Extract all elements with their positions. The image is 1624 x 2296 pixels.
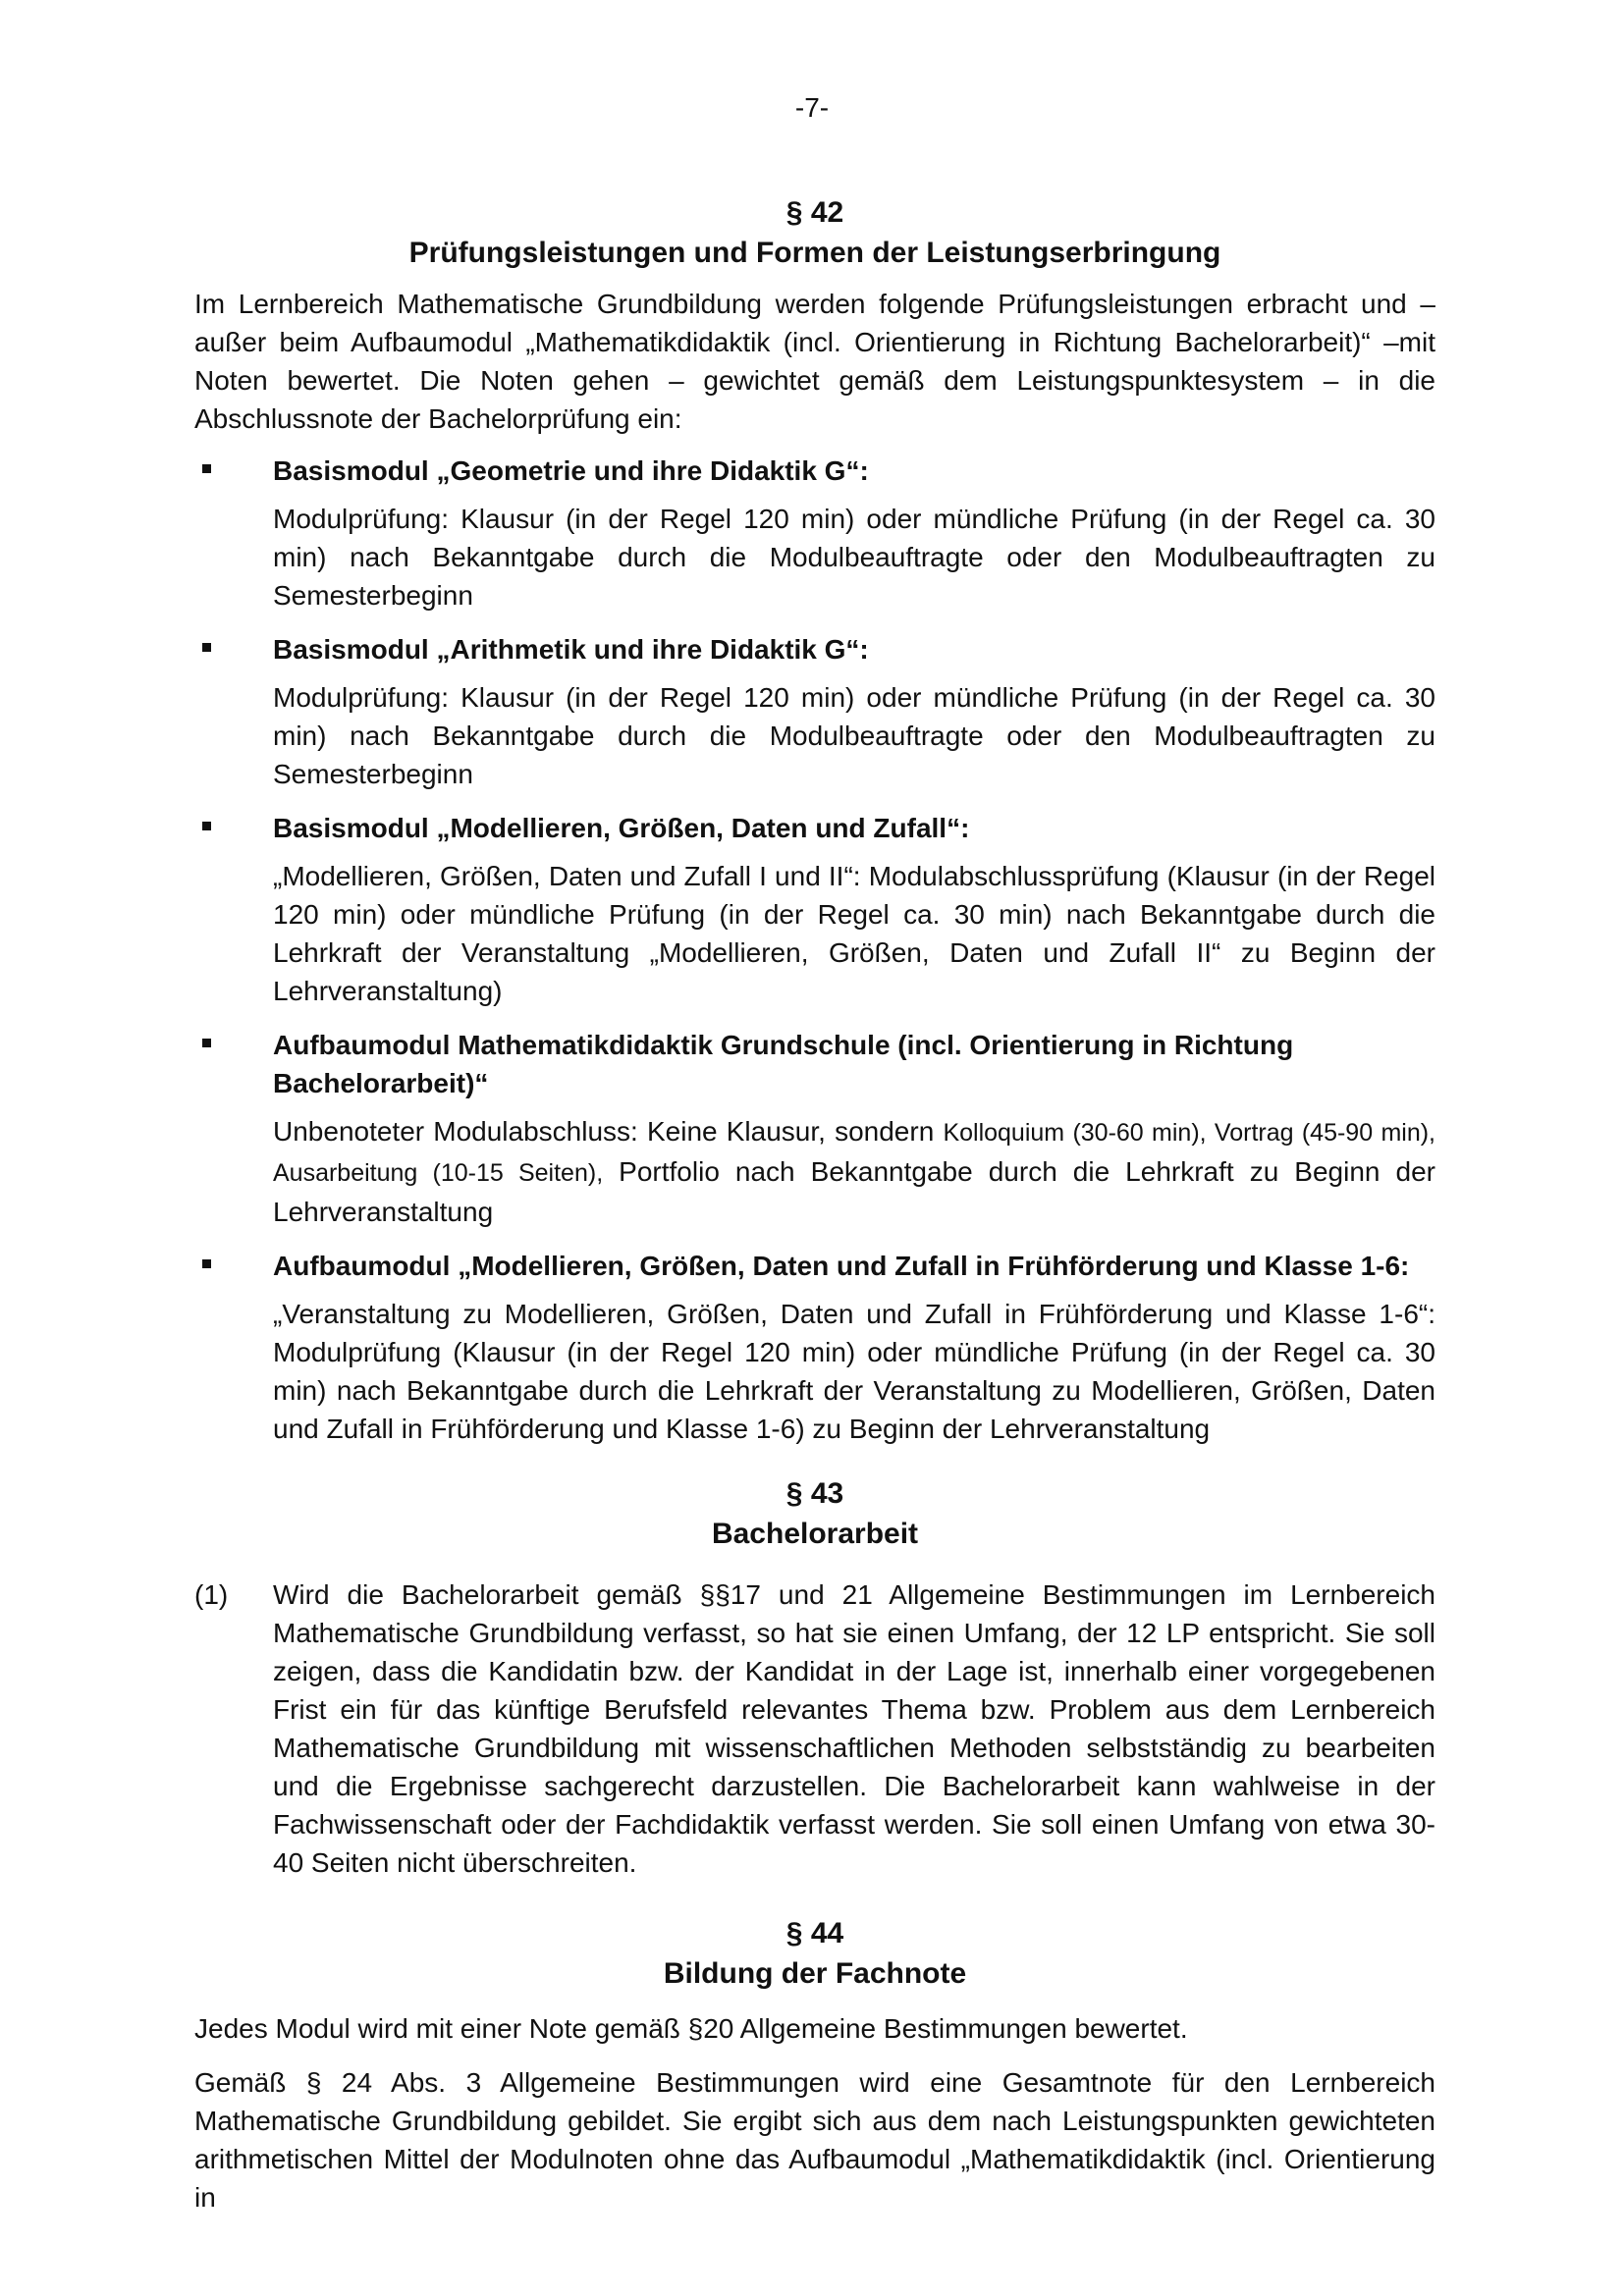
module-description: „Veranstaltung zu Modellieren, Größen, Daten und Zufall in Frühförderung und Klasse 1-6“: Modulprüfung (Klausur (in der Regel 120 min) oder mündliche Prüfung (in der Regel ca. 30 min) nach Bekanntgabe durch die Lehrkraft der Veranstaltung zu Modellieren, Größen, Daten und Zufall in Frühförderung und Klasse 1-6) zu Beginn der Lehrveranstaltung (273, 1299, 1435, 1444)
square-bullet-icon (202, 643, 211, 652)
section-44-title: Bildung der Fachnote (663, 1957, 967, 1990)
module-title: Aufbaumodul „Modellieren, Größen, Daten und Zufall in Frühförderung und Klasse 1-6: (273, 1251, 1410, 1281)
module-description: Modulprüfung: Klausur (in der Regel 120 min) oder mündliche Prüfung (in der Regel ca. 30 min) nach Bekanntgabe durch die Modulbeauftragte oder den Modulbeauftragten zu Semesterbeginn (273, 504, 1435, 611)
page-number: -7- (794, 92, 830, 123)
square-bullet-icon (202, 1259, 211, 1268)
module-title: Basismodul „Modellieren, Größen, Daten und Zufall“: (273, 813, 970, 843)
module-title: Basismodul „Arithmetik und ihre Didaktik G“: (273, 634, 869, 665)
module-description: „Modellieren, Größen, Daten und Zufall I und II“: Modulabschlussprüfung (Klausur (in der Regel 120 min) oder mündliche Prüfung (in der Regel ca. 30 min) nach Bekanntgabe durch die Lehrkraft der Veranstaltung „Modellieren, Größen, Daten und Zufall II“ zu Beginn der Lehrveranstaltung) (273, 861, 1435, 1006)
square-bullet-icon (202, 1039, 211, 1047)
module-description-part: Unbenoteter Modulabschluss: Keine Klausur, sondern (273, 1116, 944, 1147)
page-content (194, 192, 1435, 2216)
module-item (194, 452, 1435, 614)
section-43-title: Bachelorarbeit (711, 1518, 919, 1550)
section-44-paragraph-2: Gemäß § 24 Abs. 3 Allgemeine Bestimmungen wird eine Gesamtnote für den Lernbereich Mathematische Grundbildung gebildet. Sie ergibt sich aus dem nach Leistungspunkten gewichteten arithmetischen Mittel der Modulnoten ohne das Aufbaumodul „Mathematikdidaktik (incl. Orientierung in (194, 2067, 1435, 2213)
module-description-small-part: Kolloquium (30-60 min), Vortrag (45-90 min), Ausarbeitung (10-15 Seiten), (273, 1119, 1435, 1187)
paragraph-text: Wird die Bachelorarbeit gemäß §§17 und 21 Allgemeine Bestimmungen im Lernbereich Mathematische Grundbildung verfasst, so hat sie einen Umfang, der 12 LP entspricht. Sie soll zeigen, dass die Kandidatin bzw. der Kandidat in der Lage ist, innerhalb einer vorgegebenen Frist ein für das künftige Berufsfeld relevantes Thema bzw. Problem aus dem Lernbereich Mathematische Grundbildung mit wissenschaftlichen Methoden selbstständig zu bearbeiten und die Ergebnisse sachgerecht darzustellen. Die Bachelorarbeit kann wahlweise in der Fachwissenschaft oder der Fachdidaktik verfasst werden. Sie soll einen Umfang von etwa 30-40 Seiten nicht überschreiten. (273, 1579, 1435, 1878)
module-item (194, 1026, 1435, 1231)
section-42-title: Prüfungsleistungen und Formen der Leistungserbringung (408, 237, 1221, 269)
module-item (194, 1247, 1435, 1448)
module-item (194, 809, 1435, 1010)
module-item (194, 630, 1435, 793)
section-44-number: § 44 (785, 1917, 844, 1949)
section-42-heading (194, 192, 1435, 273)
module-description (273, 1112, 1435, 1231)
section-42-intro: Im Lernbereich Mathematische Grundbildung werden folgende Prüfungsleistungen erbracht und – außer beim Aufbaumodul „Mathematikdidaktik (incl. Orientierung in Richtung Bachelorarbeit)“ –mit Noten bewertet. Die Noten gehen – gewichtet gemäß dem Leistungspunktesystem – in die Abschlussnote der Bachelorprüfung ein: (194, 289, 1435, 434)
module-description: Modulprüfung: Klausur (in der Regel 120 min) oder mündliche Prüfung (in der Regel ca. 30 min) nach Bekanntgabe durch die Modulbeauftragte oder den Modulbeauftragten zu Semesterbeginn (273, 682, 1435, 789)
square-bullet-icon (202, 464, 211, 473)
section-44-paragraph-1: Jedes Modul wird mit einer Note gemäß §20 Allgemeine Bestimmungen bewertet. (194, 2013, 1188, 2044)
module-description-part: Portfolio nach Bekanntgabe durch die Lehrkraft zu Beginn der Lehrveranstaltung (273, 1156, 1435, 1227)
module-title: Basismodul „Geometrie und ihre Didaktik G“: (273, 455, 869, 486)
module-title: Aufbaumodul Mathematikdidaktik Grundschule (incl. Orientierung in Richtung Bachelorarbeit)“ (273, 1030, 1294, 1098)
paragraph-number: (1) (194, 1579, 229, 1610)
section-42-number: § 42 (785, 196, 844, 229)
section-44-heading (194, 1913, 1435, 1994)
section-43-heading (194, 1473, 1435, 1554)
section-43-number: § 43 (785, 1477, 844, 1510)
numbered-paragraph (194, 1575, 1435, 1882)
square-bullet-icon (202, 822, 211, 830)
